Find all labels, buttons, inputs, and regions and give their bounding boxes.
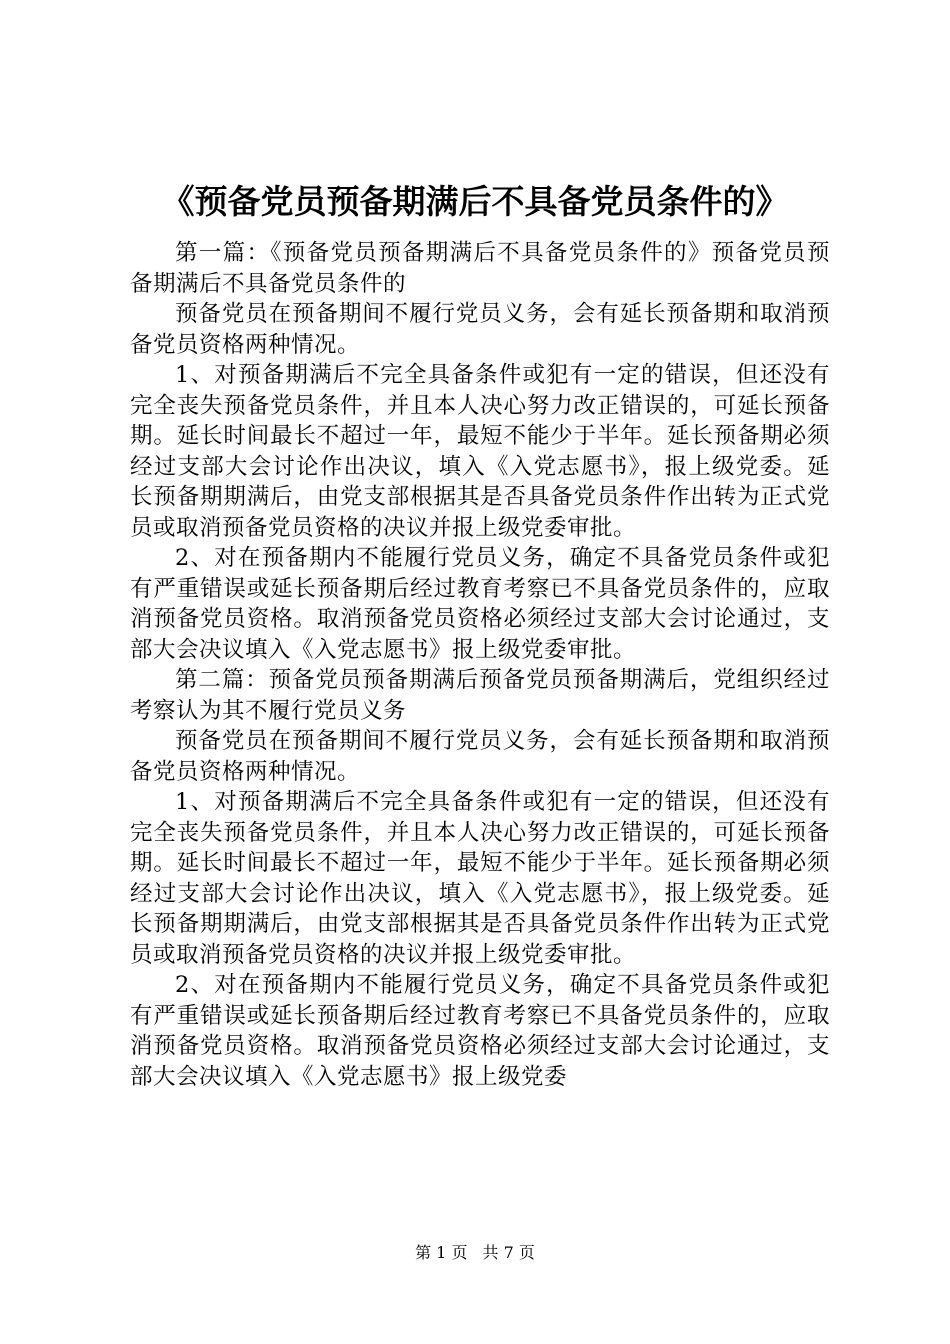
paragraph-item-1: 1、对预备期满后不完全具备条件或犯有一定的错误，但还没有完全丧失预备党员条件，并且本人决心努力改正错误的，可延长预备期。延长时间最长不超过一年，最短不能少于半年。延长预备期必须经过支部大会讨论作出决议，填入《入党志愿书》，报上级党委。延长预备期期满后，由党支部根据其是否具备党员条件作出转为正式党员或取消预备党员资格的决议并报上级党委审批。 — [130, 362, 830, 541]
document-title: 《预备党员预备期满后不具备党员条件的》 — [161, 182, 789, 221]
paragraph-item-1-repeat: 1、对预备期满后不完全具备条件或犯有一定的错误，但还没有完全丧失预备党员条件，并且本人决心努力改正错误的，可延长预备期。延长时间最长不超过一年，最短不能少于半年。延长预备期必须经过支部大会讨论作出决议，填入《入党志愿书》，报上级党委。延长预备期期满后，由党支部根据其是否具备党员条件作出转为正式党员或取消预备党员资格的决议并报上级党委审批。 — [130, 789, 830, 968]
paragraph-item-2-repeat: 2、对在预备期内不能履行党员义务，确定不具备党员条件或犯有严重错误或延长预备期后经过教育考察已不具备党员条件的，应取消预备党员资格。取消预备党员资格必须经过支部大会讨论通过，支部大会决议填入《入党志愿书》报上级党委 — [130, 972, 830, 1090]
paragraph-intro: 预备党员在预备期间不履行党员义务，会有延长预备期和取消预备党员资格两种情况。 — [130, 301, 830, 358]
paragraph-part-two-heading: 第二篇：预备党员预备期满后预备党员预备期满后，党组织经过考察认为其不履行党员义务 — [130, 667, 830, 724]
page-footer — [0, 1243, 950, 1263]
page-total: 共 7 页 — [482, 1243, 535, 1262]
page-number: 第 1 页 — [415, 1243, 468, 1262]
paragraph-part-one-heading: 第一篇：《预备党员预备期满后不具备党员条件的》预备党员预备期满后不具备党员条件的 — [130, 240, 830, 297]
paragraph-intro-repeat: 预备党员在预备期间不履行党员义务，会有延长预备期和取消预备党员资格两种情况。 — [130, 728, 830, 785]
document-body — [130, 238, 830, 1092]
paragraph-item-2: 2、对在预备期内不能履行党员义务，确定不具备党员条件或犯有严重错误或延长预备期后经过教育考察已不具备党员条件的，应取消预备党员资格。取消预备党员资格必须经过支部大会讨论通过，支部大会决议填入《入党志愿书》报上级党委审批。 — [130, 545, 830, 663]
